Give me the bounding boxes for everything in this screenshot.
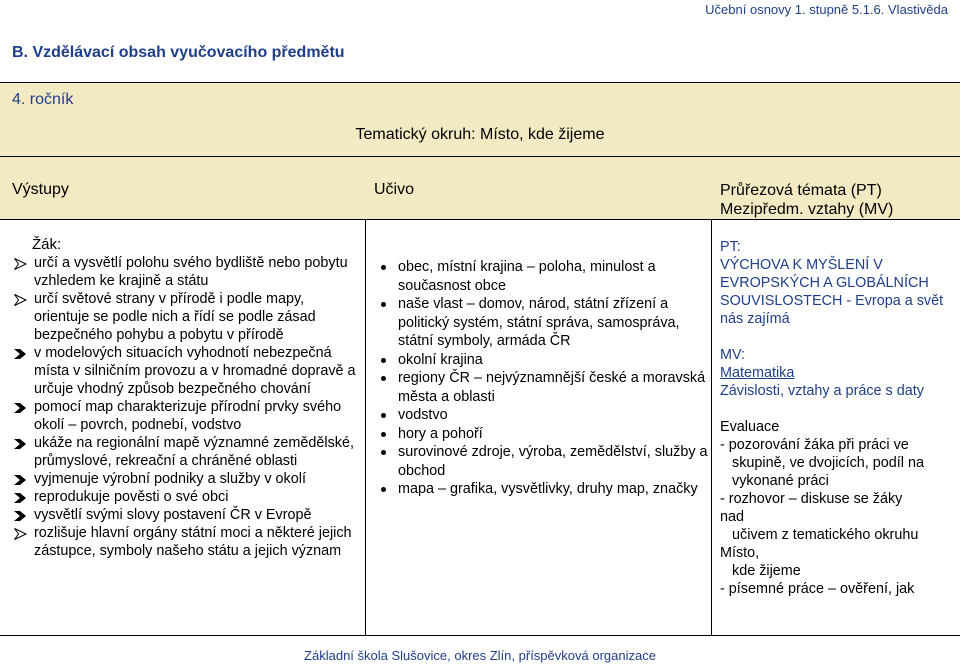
outputs-column (12, 236, 357, 560)
pt-label: PT: (720, 239, 741, 255)
column-divider (711, 219, 712, 635)
content-item (378, 369, 710, 406)
content-item (378, 425, 710, 444)
outline-triangle-bullet-icon (12, 292, 28, 308)
header-document-title: Učební osnovy 1. stupně 5.1.6. Vlastivěda (705, 2, 948, 17)
output-item (12, 434, 357, 470)
themes-column (720, 238, 956, 598)
bullet-dot-icon (381, 358, 386, 363)
bullet-dot-icon (381, 265, 386, 270)
outline-triangle-bullet-icon (12, 526, 28, 542)
mv-subject-link[interactable]: Matematika (720, 365, 795, 381)
output-item-text: vysvětlí svými slovy postavení ČR v Evropě (34, 507, 312, 523)
column-header-themes (720, 181, 893, 219)
output-item (12, 506, 357, 524)
content-item (378, 406, 710, 425)
output-item (12, 344, 357, 398)
column-header-content: Učivo (374, 181, 415, 198)
section-heading: B. Vzdělávací obsah vyučovacího předmětu (12, 44, 345, 61)
mv-label: MV: (720, 347, 746, 363)
bullet-dot-icon (381, 432, 386, 437)
evaluation-line: učivem z tematického okruhu (720, 527, 919, 543)
content-item-text: naše vlast – domov, národ, státní zřízení a politický systém, státní správa, samospráva, státní symboly, armáda ČR (398, 296, 680, 349)
content-item-text: vodstvo (398, 407, 448, 423)
content-item-text: okolní krajina (398, 351, 483, 368)
output-item-text: vyjmenuje výrobní podniky a služby v okolí (34, 471, 306, 487)
output-item (12, 290, 357, 344)
evaluation-line: nad (720, 509, 745, 525)
evaluation-line: Místo, (720, 545, 760, 561)
evaluation-line: skupině, ve dvojicích, podíl na (720, 455, 924, 471)
evaluation-line: - pozorování žáka při práci ve (720, 437, 909, 453)
column-divider (365, 219, 366, 635)
output-item (12, 254, 357, 290)
arrowhead-bullet-icon (12, 508, 28, 524)
pt-text: VÝCHOVA K MYŠLENÍ V EVROPSKÝCH A GLOBÁLNÍCH SOUVISLOSTECH - Evropa a svět nás zajímá (720, 257, 944, 327)
arrowhead-bullet-icon (12, 346, 28, 362)
topic-label: Tematický okruh: Místo, kde žijeme (355, 126, 605, 143)
arrowhead-bullet-icon (12, 472, 28, 488)
content-item-text: obec, místní krajina – poloha, minulost a současnost obce (398, 259, 656, 294)
evaluation-title: Evaluace (720, 419, 780, 435)
output-item (12, 398, 357, 434)
output-item-text: ukáže na regionální mapě významné zemědělské, průmyslové, rekreační a chráněné oblasti (34, 435, 354, 469)
bullet-dot-icon (381, 413, 386, 418)
output-item-text: určí a vysvětlí polohu svého bydliště nebo pobytu vzhledem ke krajině a státu (34, 255, 348, 289)
content-item-text: hory a pohoří (398, 425, 483, 442)
output-item (12, 470, 357, 488)
footer-school-name: Základní škola Slušovice, okres Zlín, příspěvková organizace (304, 648, 656, 663)
output-item (12, 524, 357, 560)
content-item-text: surovinové zdroje, výroba, zemědělství, služby a obchod (398, 444, 708, 479)
content-column (378, 258, 710, 499)
outline-triangle-bullet-icon (12, 256, 28, 272)
grade-label: 4. ročník (12, 91, 74, 108)
content-item (378, 443, 710, 480)
content-item (378, 480, 710, 499)
topic-row (0, 114, 960, 157)
column-headers (0, 157, 960, 220)
evaluation-list (720, 436, 956, 598)
bullet-dot-icon (381, 487, 386, 492)
column-header-themes-line2: Mezipředm. vztahy (MV) (720, 201, 894, 218)
output-item-text: reprodukuje pověsti o své obci (34, 489, 229, 505)
evaluation-line: vykonané práci (720, 473, 829, 489)
output-item-text: v modelových situacích vyhodnotí nebezpečná místa v silničním provozu a v hromadné dopravě a určuje vhodný způsob bezpečného chování (34, 345, 356, 397)
output-item (12, 488, 357, 506)
content-item (378, 295, 710, 351)
outputs-intro: Žák: (32, 236, 62, 253)
column-header-themes-line1: Průřezová témata (PT) (720, 182, 882, 199)
output-item-text: rozlišuje hlavní orgány státní moci a některé jejich zástupce, symboly našeho státu a jejich význam (34, 525, 352, 559)
grade-row (0, 82, 960, 116)
output-item-text: určí světové strany v přírodě i podle mapy, orientuje se podle nich a řídí se podle zásad bezpečného pohybu a pobytu v přírodě (34, 291, 316, 343)
arrowhead-bullet-icon (12, 436, 28, 452)
arrowhead-bullet-icon (12, 490, 28, 506)
arrowhead-bullet-icon (12, 400, 28, 416)
evaluation-line: - písemné práce – ověření, jak (720, 581, 915, 597)
output-item-text: pomocí map charakterizuje přírodní prvky svého okolí – povrch, podnebí, vodstvo (34, 399, 342, 433)
content-item (378, 258, 710, 295)
evaluation-line: - rozhovor – diskuse se žáky (720, 491, 903, 507)
bullet-dot-icon (381, 376, 386, 381)
content-item (378, 351, 710, 370)
mv-text: Závislosti, vztahy a práce s daty (720, 383, 924, 399)
table-bottom-border (0, 635, 960, 636)
evaluation-line: kde žijeme (720, 563, 801, 579)
column-header-outputs: Výstupy (12, 181, 69, 198)
bullet-dot-icon (381, 450, 386, 455)
content-list (378, 258, 710, 499)
content-item-text: regiony ČR – nejvýznamnější české a moravská města a oblasti (398, 370, 706, 405)
content-item-text: mapa – grafika, vysvětlivky, druhy map, značky (398, 481, 698, 497)
outputs-list (12, 254, 357, 560)
bullet-dot-icon (381, 302, 386, 307)
